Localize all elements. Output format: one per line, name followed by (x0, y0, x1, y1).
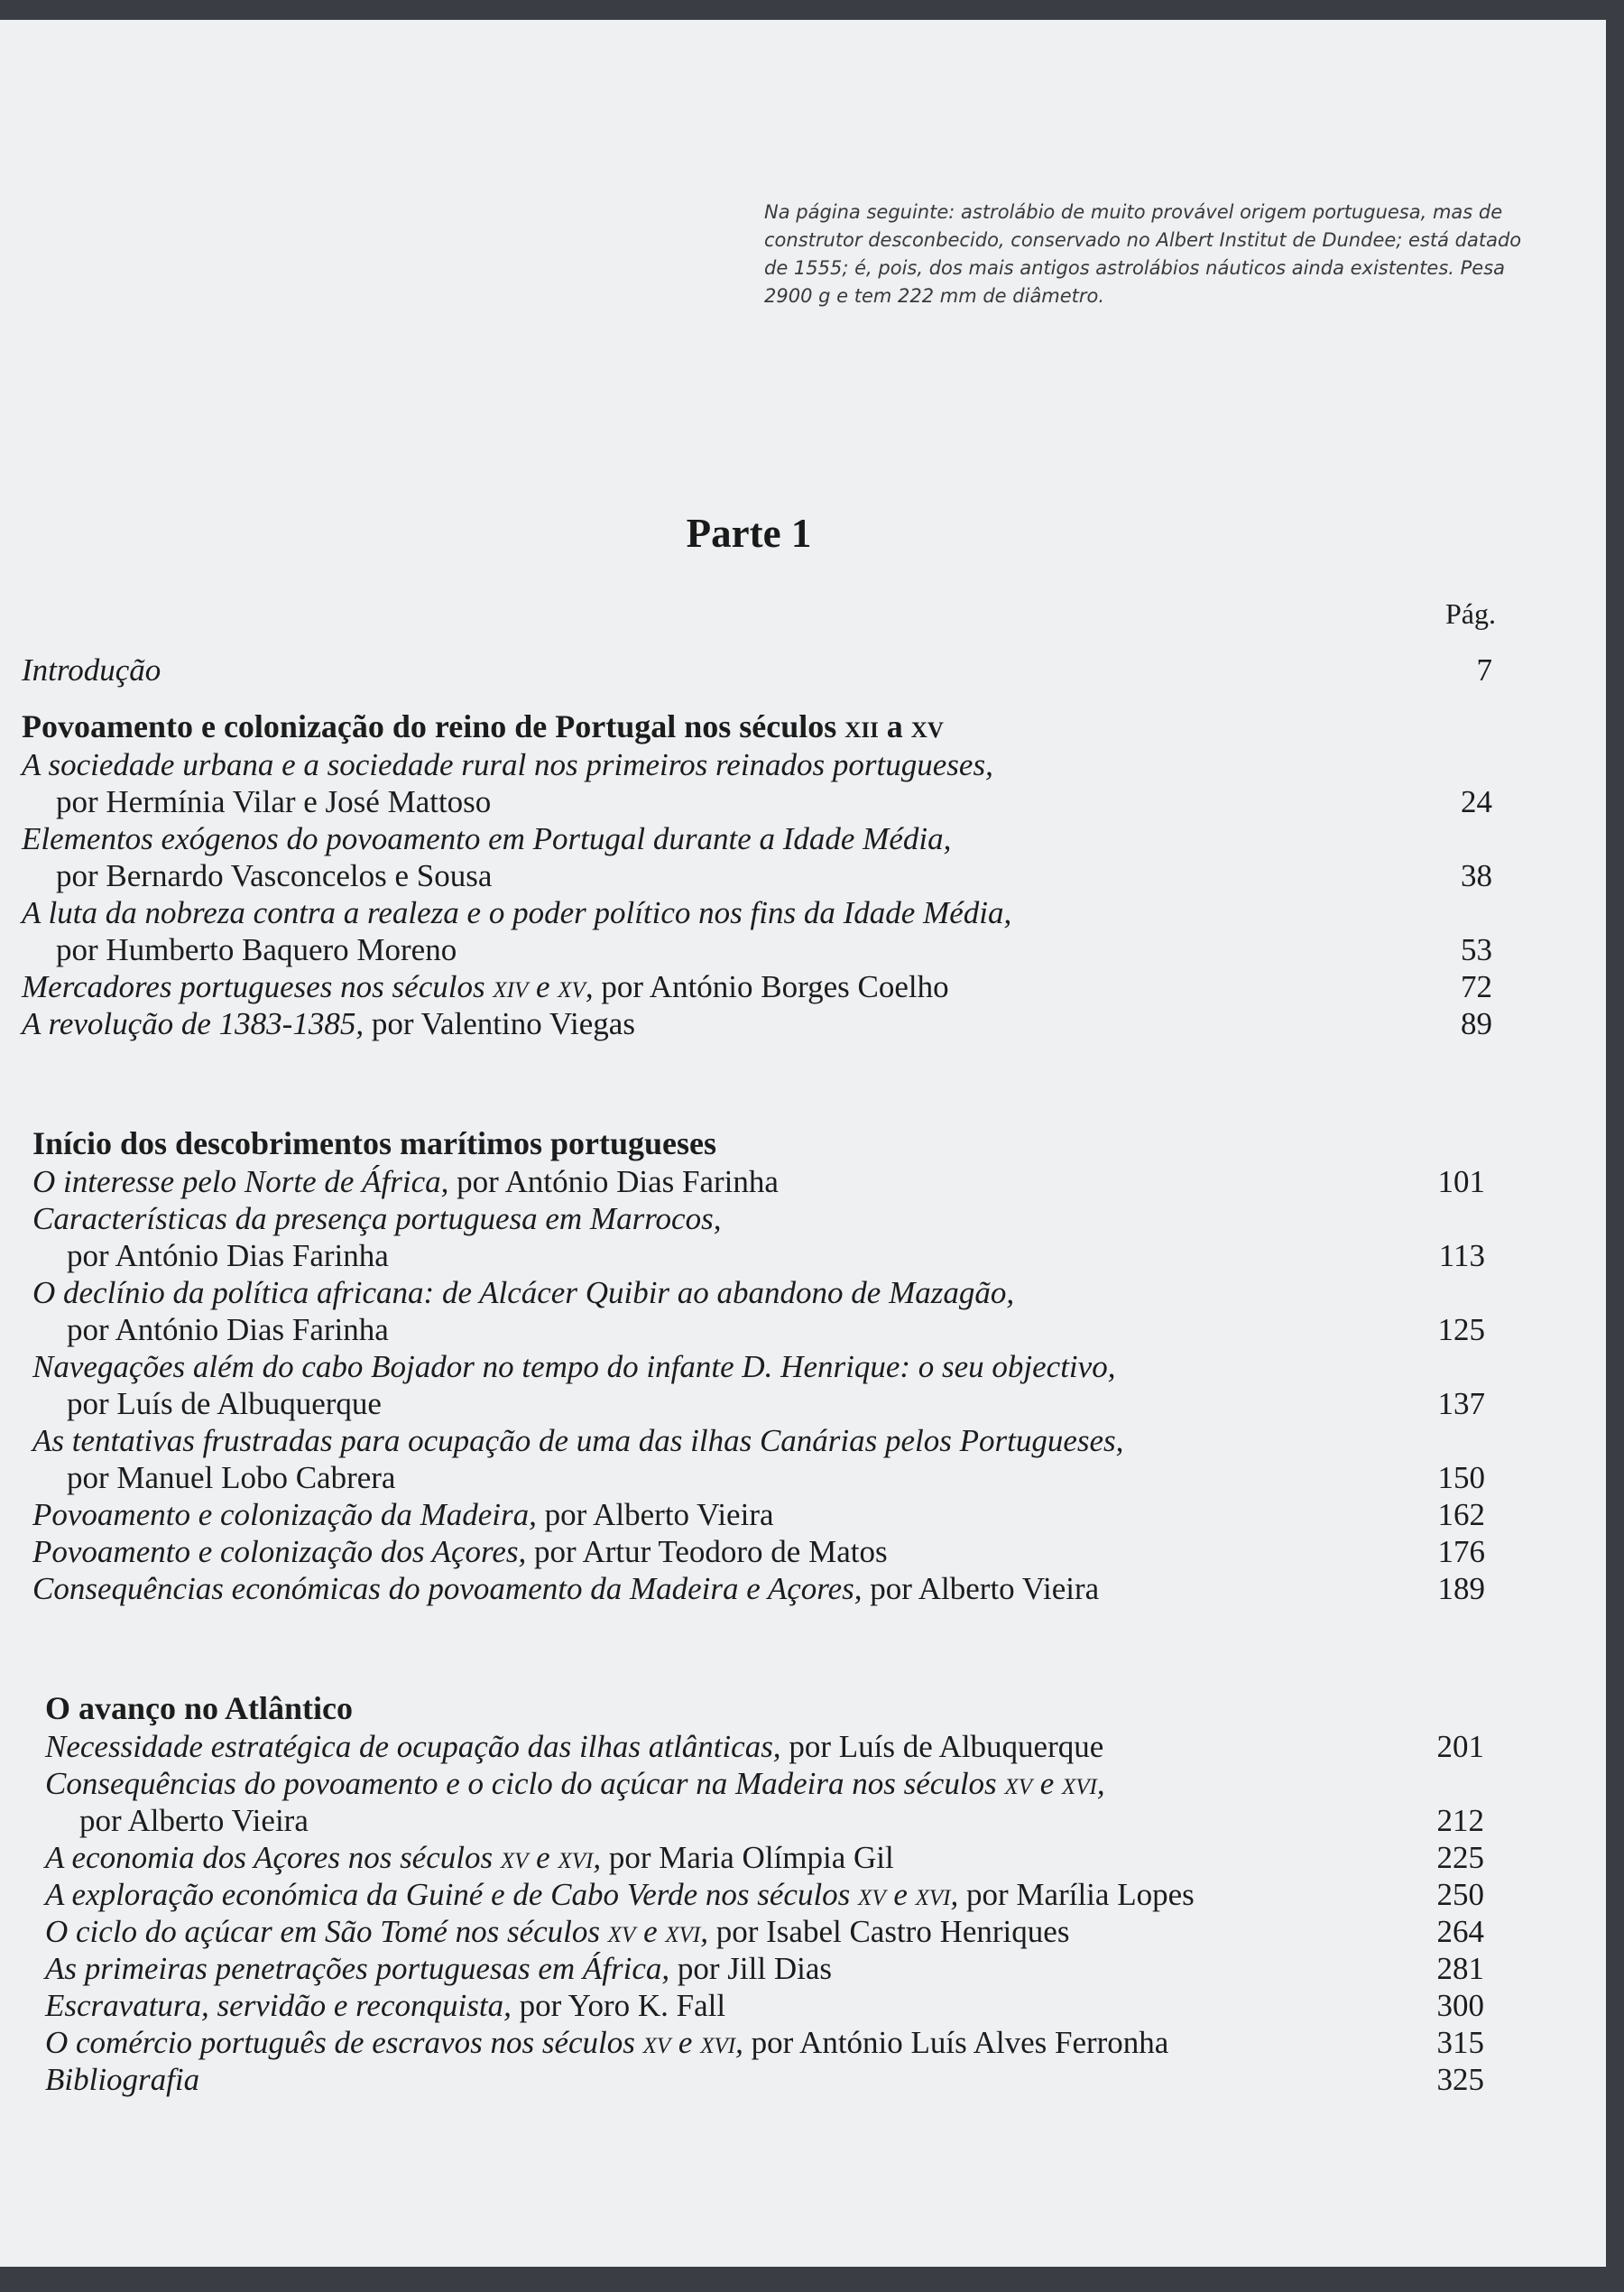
entry-author: por Alberto Vieira (79, 1803, 309, 1838)
entry-page: 189 (1437, 1571, 1485, 1606)
entry-line (45, 1913, 1069, 1950)
toc-entry (22, 894, 1492, 931)
entry-line (45, 1876, 1195, 1913)
entry-title: Elementos exógenos do povoamento em Portugal durante a Idade Média, (22, 821, 952, 856)
entry-punct: , (593, 1840, 602, 1875)
entry-author: por Maria Olímpia Gil (601, 1840, 894, 1875)
entry-author: por Isabel Castro Henriques (707, 1914, 1070, 1949)
entry-page: 264 (1436, 1914, 1484, 1949)
toc-entry (45, 1765, 1484, 1802)
entry-page: 225 (1436, 1840, 1484, 1875)
entry-page: 137 (1437, 1386, 1485, 1421)
entry-author: por Hermínia Vilar e José Mattoso (56, 784, 492, 819)
entry-page: 212 (1436, 1803, 1484, 1838)
toc-entry (45, 1839, 1484, 1876)
entry-punct: , (1096, 1766, 1105, 1801)
toc-entry-author (45, 1802, 1484, 1839)
toc-entry (32, 1200, 1485, 1237)
entry-page: 7 (1476, 652, 1492, 688)
entry-author: por Alberto Vieira (862, 1571, 1100, 1606)
toc-entry (45, 1950, 1484, 1987)
toc-entry-author (22, 931, 1492, 968)
entry-title: O ciclo do açúcar em São Tomé nos séculos (45, 1914, 608, 1949)
entry-title: e (670, 2025, 701, 2060)
entry-page: 38 (1461, 858, 1492, 893)
century-numeral: xv (558, 969, 586, 1004)
toc-entry-author (32, 1311, 1485, 1348)
entry-line (45, 1987, 725, 2024)
entry-author: por António Dias Farinha (67, 1238, 389, 1273)
toc-entry (45, 1728, 1484, 1765)
century-numeral: xii (844, 708, 879, 744)
entry-page: 250 (1436, 1877, 1484, 1912)
entry-title: e (528, 1840, 558, 1875)
entry-author: por Valentino Viegas (364, 1006, 635, 1041)
entry-title: Características da presença portuguesa em Marrocos, (32, 1201, 722, 1236)
entry-line (45, 1950, 832, 1987)
entry-title: e (528, 969, 558, 1004)
toc-entry (45, 1913, 1484, 1950)
toc-entry (32, 1163, 1485, 1200)
toc-entry (22, 1005, 1492, 1042)
toc-entry-author (32, 1385, 1485, 1422)
entry-page: 300 (1436, 1988, 1484, 2023)
page-column-label: Pág. (1445, 597, 1496, 630)
entry-page: 24 (1461, 784, 1492, 819)
entry-title: A exploração económica da Guiné e de Cabo Verde nos séculos (45, 1877, 859, 1912)
century-numeral: xv (500, 1840, 529, 1875)
entry-title: Povoamento e colonização da Madeira, (32, 1497, 537, 1532)
entry-page: 201 (1436, 1729, 1484, 1764)
toc-entry-bibliografia (45, 2061, 1484, 2098)
entry-page: 176 (1437, 1534, 1485, 1569)
entry-title: e (885, 1877, 916, 1912)
century-numeral: xv (642, 2025, 671, 2060)
entry-page: 150 (1437, 1460, 1485, 1495)
entry-punct: , (735, 2025, 743, 2060)
section-title: Início dos descobrimentos marítimos portugueses (32, 1125, 716, 1161)
entry-title: A economia dos Açores nos séculos (45, 1840, 501, 1875)
entry-author: por António Dias Farinha (67, 1312, 389, 1347)
entry-punct: , (950, 1877, 959, 1912)
toc-entry (32, 1496, 1485, 1533)
toc-entry (22, 968, 1492, 1005)
entry-title: e (1031, 1766, 1063, 1801)
entry-author: por Marília Lopes (958, 1877, 1195, 1912)
entry-title: Mercadores portugueses nos séculos (22, 969, 494, 1004)
section-povoamento (22, 652, 1492, 1042)
entry-line (45, 2024, 1168, 2061)
century-numeral: xiv (493, 969, 529, 1004)
entry-punct: , (700, 1914, 708, 1949)
toc-entry (32, 1274, 1485, 1311)
toc-entry (32, 1348, 1485, 1385)
toc-entry-introducao (22, 652, 1492, 689)
entry-author: por Bernardo Vasconcelos e Sousa (56, 858, 493, 893)
toc-entry-author (22, 783, 1492, 820)
entry-line (45, 1765, 1105, 1802)
entry-punct: , (585, 969, 594, 1004)
entry-author: por António Borges Coelho (593, 969, 949, 1004)
section-title-text: Povoamento e colonização do reino de Portugal nos séculos (22, 708, 845, 744)
entry-title: As primeiras penetrações portuguesas em África, (45, 1951, 670, 1986)
entry-author: por Alberto Vieira (536, 1497, 774, 1532)
toc-entry-author (32, 1459, 1485, 1496)
entry-page: 101 (1437, 1164, 1485, 1199)
entry-line (45, 1839, 894, 1876)
entry-page: 72 (1461, 969, 1492, 1004)
entry-title: e (635, 1914, 666, 1949)
part-title: Parte 1 (686, 511, 812, 556)
entry-title: A luta da nobreza contra a realeza e o poder político nos fins da Idade Média, (22, 895, 1012, 930)
entry-title: Bibliografia (45, 2062, 200, 2097)
entry-line (32, 1163, 779, 1200)
entry-line (22, 968, 949, 1005)
entry-line (22, 1005, 635, 1042)
frontispiece-caption: Na página seguinte: astrolábio de muito provável origem portuguesa, mas de construtor desconbecido, conservado no Albert Institut de Dundee; está datado de 1555; é, pois, dos mais antigos astrolábios náuticos ainda existentes. Pesa 2900 g e tem 222 mm de diâmetro. (764, 201, 1522, 307)
toc-entry (45, 1987, 1484, 2024)
entry-author: por António Dias Farinha (448, 1164, 779, 1199)
section-inicio-descobrimentos (22, 1123, 1485, 1607)
entry-page: 125 (1437, 1312, 1485, 1347)
toc-entry (45, 2024, 1484, 2061)
entry-title: O comércio português de escravos nos séculos (45, 2025, 643, 2060)
entry-title: O interesse pelo Norte de África, (32, 1164, 449, 1199)
entry-author: por Luís de Albuquerque (780, 1729, 1104, 1764)
entry-author: por Jill Dias (669, 1951, 832, 1986)
table-of-contents (22, 652, 1492, 2179)
section-title: O avanço no Atlântico (45, 1690, 354, 1726)
century-numeral: xv (1004, 1766, 1032, 1801)
toc-entry (22, 820, 1492, 857)
entry-author: por Humberto Baquero Moreno (56, 932, 457, 967)
entry-title: Consequências do povoamento e o ciclo do açúcar na Madeira nos séculos (45, 1766, 1005, 1801)
entry-title: Povoamento e colonização dos Açores, (32, 1534, 527, 1569)
toc-entry (32, 1570, 1485, 1607)
toc-entry (32, 1533, 1485, 1570)
entry-page: 162 (1437, 1497, 1485, 1532)
entry-line (32, 1533, 888, 1570)
century-numeral: xv (607, 1914, 636, 1949)
entry-page: 113 (1438, 1238, 1485, 1273)
section-avanco-atlantico (22, 1688, 1484, 2098)
entry-page: 315 (1436, 2025, 1484, 2060)
entry-line (32, 1570, 1099, 1607)
toc-entry (32, 1422, 1485, 1459)
entry-title: Navegações além do cabo Bojador no tempo do infante D. Henrique: o seu objectivo, (32, 1349, 1116, 1384)
century-numeral: xvi (558, 1840, 594, 1875)
entry-title: Necessidade estratégica de ocupação das ilhas atlânticas, (45, 1729, 781, 1764)
entry-author: por António Luís Alves Ferronha (743, 2025, 1169, 2060)
entry-author: por Artur Teodoro de Matos (526, 1534, 888, 1569)
entry-title: A revolução de 1383-1385, (22, 1006, 364, 1041)
century-numeral: xvi (1062, 1766, 1097, 1801)
entry-title: Consequências económicas do povoamento da Madeira e Açores, (32, 1571, 863, 1606)
entry-title: O declínio da política africana: de Alcácer Quibir ao abandono de Mazagão, (32, 1275, 1015, 1310)
book-page (0, 20, 1606, 2267)
entry-page: 53 (1461, 932, 1492, 967)
toc-entry-author (22, 857, 1492, 894)
toc-entry (45, 1876, 1484, 1913)
entry-line (45, 1728, 1103, 1765)
section-title-text: a (878, 708, 911, 744)
century-numeral: xvi (665, 1914, 701, 1949)
entry-author: por Luís de Albuquerque (67, 1386, 382, 1421)
entry-title: As tentativas frustradas para ocupação de uma das ilhas Canárias pelos Portugueses, (32, 1423, 1124, 1458)
century-numeral: xvi (700, 2025, 736, 2060)
century-numeral: xvi (915, 1877, 951, 1912)
century-numeral: xv (858, 1877, 886, 1912)
entry-page: 281 (1436, 1951, 1484, 1986)
entry-title: Escravatura, servidão e reconquista, (45, 1988, 512, 2023)
entry-title: A sociedade urbana e a sociedade rural nos primeiros reinados portugueses, (22, 747, 993, 782)
entry-page: 325 (1436, 2062, 1484, 2097)
toc-entry (22, 746, 1492, 783)
entry-title: Introdução (22, 652, 161, 688)
toc-entry-author (32, 1237, 1485, 1274)
entry-author: por Manuel Lobo Cabrera (67, 1460, 396, 1495)
section-title (22, 707, 1492, 746)
century-numeral: xv (910, 708, 944, 744)
entry-author: por Yoro K. Fall (511, 1988, 726, 2023)
entry-page: 89 (1461, 1006, 1492, 1041)
entry-line (32, 1496, 774, 1533)
